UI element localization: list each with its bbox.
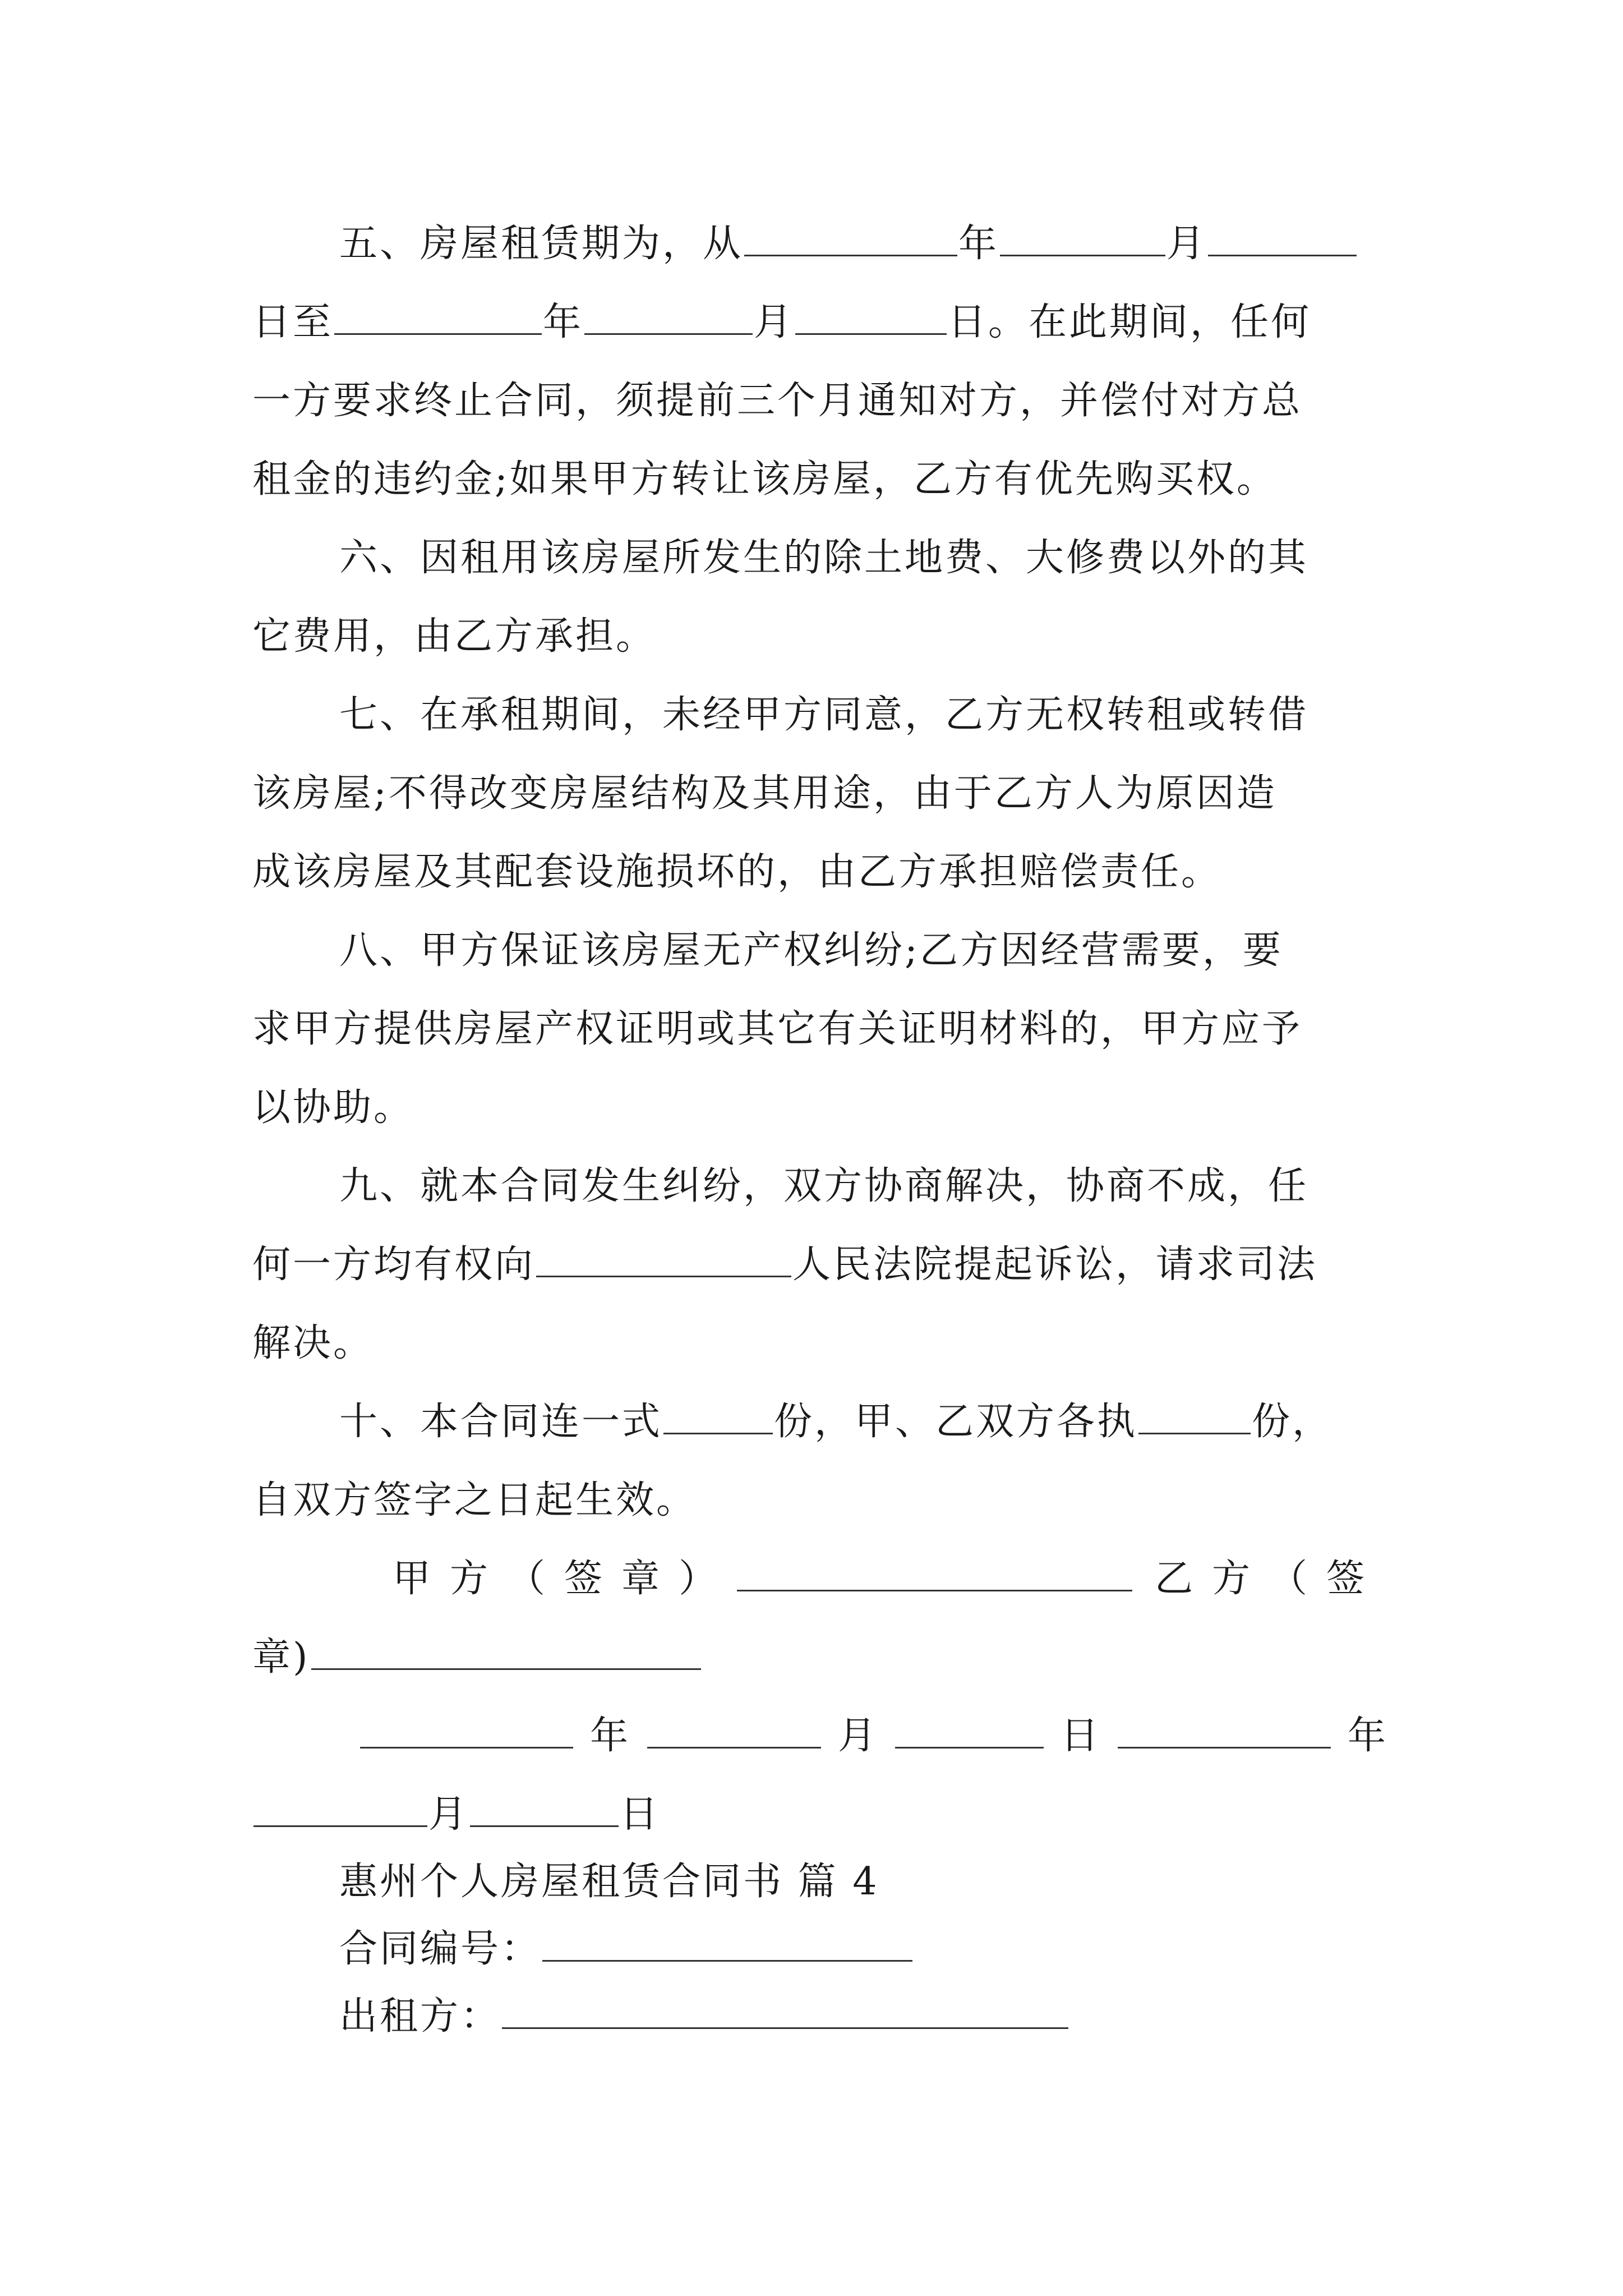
lessor-label: 出租方： bbox=[339, 1994, 501, 2039]
blank-copies-total bbox=[663, 1428, 773, 1434]
clause-7-line-1: 七、在承租期间，未经甲方同意，乙方无权转租或转借 bbox=[339, 693, 1309, 737]
signature-line-1 bbox=[393, 1540, 1384, 1618]
clause-8-line-3: 以协助。 bbox=[252, 1085, 414, 1130]
date-month-a: 月 bbox=[838, 1714, 879, 1758]
clause-5-text-b1: 日至 bbox=[252, 300, 334, 344]
blank-party-b-signature bbox=[311, 1664, 701, 1670]
clause-5-text-b4: 日。在此期间，任何 bbox=[948, 300, 1312, 344]
party-a-signature-label: 甲方（签章） bbox=[393, 1557, 736, 1601]
clause-6-line-2: 它费用，由乙方承担。 bbox=[252, 614, 657, 659]
clause-5-line-1 bbox=[339, 205, 1374, 283]
clause-10-text-a2: 份，甲、乙双方各执 bbox=[774, 1400, 1138, 1444]
date-line-2 bbox=[252, 1775, 1374, 1854]
date-year-a: 年 bbox=[590, 1714, 631, 1758]
blank-party-b-year bbox=[1118, 1742, 1331, 1749]
blank-end-day bbox=[795, 329, 947, 335]
blank-end-year bbox=[334, 329, 542, 335]
clause-9-line-2 bbox=[252, 1226, 1374, 1304]
clause-6-line-1: 六、因租用该房屋所发生的除土地费、大修费以外的其 bbox=[339, 536, 1309, 580]
clause-7-line-2: 该房屋;不得改变房屋结构及其用途，由于乙方人为原因造 bbox=[252, 771, 1277, 816]
blank-court-name bbox=[536, 1271, 791, 1277]
blank-party-a-month bbox=[647, 1742, 821, 1749]
clause-5-text-b3: 月 bbox=[754, 300, 795, 344]
blank-party-a-year bbox=[360, 1742, 573, 1749]
blank-contract-number bbox=[542, 1955, 912, 1962]
blank-party-b-day bbox=[470, 1821, 619, 1827]
clause-5-text-a3: 月 bbox=[1166, 222, 1207, 266]
clause-7-line-3: 成该房屋及其配套设施损坏的，由乙方承担赔偿责任。 bbox=[252, 850, 1222, 894]
clause-5-text-a1: 五、房屋租赁期为，从 bbox=[339, 222, 744, 266]
blank-end-month bbox=[584, 329, 753, 335]
blank-start-year bbox=[744, 250, 957, 256]
clause-10-line-2: 自双方签字之日起生效。 bbox=[252, 1478, 697, 1522]
blank-lessor bbox=[502, 2023, 1068, 2029]
date-day-a: 日 bbox=[1061, 1714, 1101, 1758]
blank-start-month bbox=[1000, 250, 1165, 256]
clause-8-line-1: 八、甲方保证该房屋无产权纠纷;乙方因经营需要，要 bbox=[339, 928, 1283, 973]
clause-5-text-b2: 年 bbox=[543, 300, 584, 344]
blank-party-a-signature bbox=[737, 1585, 1132, 1591]
blank-party-a-day bbox=[895, 1742, 1044, 1749]
clause-5-line-4: 租金的违约金;如果甲方转让该房屋，乙方有优先购买权。 bbox=[252, 457, 1277, 501]
clause-5-text-a2: 年 bbox=[958, 222, 999, 266]
clause-9-text-b1: 何一方均有权向 bbox=[252, 1243, 536, 1287]
clause-10-text-a1: 十、本合同连一式 bbox=[339, 1400, 663, 1444]
contract-number-label: 合同编号： bbox=[339, 1927, 542, 1971]
signature-line-2 bbox=[252, 1618, 1374, 1697]
blank-party-b-month bbox=[253, 1821, 427, 1827]
date-month-b: 月 bbox=[428, 1792, 469, 1837]
date-year-b: 年 bbox=[1348, 1714, 1389, 1758]
clause-10-text-a3: 份， bbox=[1252, 1400, 1333, 1444]
blank-start-day bbox=[1208, 250, 1357, 256]
lessor-line bbox=[339, 1983, 1374, 2050]
date-line-1 bbox=[359, 1697, 1389, 1775]
clause-8-line-2: 求甲方提供房屋产权证明或其它有关证明材料的，甲方应予 bbox=[252, 1007, 1303, 1051]
section-title: 惠州个人房屋租赁合同书 篇 4 bbox=[339, 1860, 879, 1904]
blank-copies-each bbox=[1138, 1428, 1251, 1434]
clause-9-text-b2: 人民法院提起诉讼，请求司法 bbox=[792, 1243, 1318, 1287]
clause-5-line-3: 一方要求终止合同，须提前三个月通知对方，并偿付对方总 bbox=[252, 379, 1303, 423]
date-day-b: 日 bbox=[620, 1792, 661, 1837]
clause-9-line-3: 解决。 bbox=[252, 1321, 374, 1365]
party-b-signature-label-cont: 章) bbox=[252, 1635, 310, 1680]
contract-number-line bbox=[339, 1916, 1374, 1983]
clause-5-line-2 bbox=[252, 283, 1374, 362]
clause-10-line-1 bbox=[339, 1383, 1374, 1461]
clause-9-line-1: 九、就本合同发生纠纷，双方协商解决，协商不成，任 bbox=[339, 1164, 1309, 1208]
party-b-signature-label: 乙方（签 bbox=[1155, 1557, 1384, 1601]
